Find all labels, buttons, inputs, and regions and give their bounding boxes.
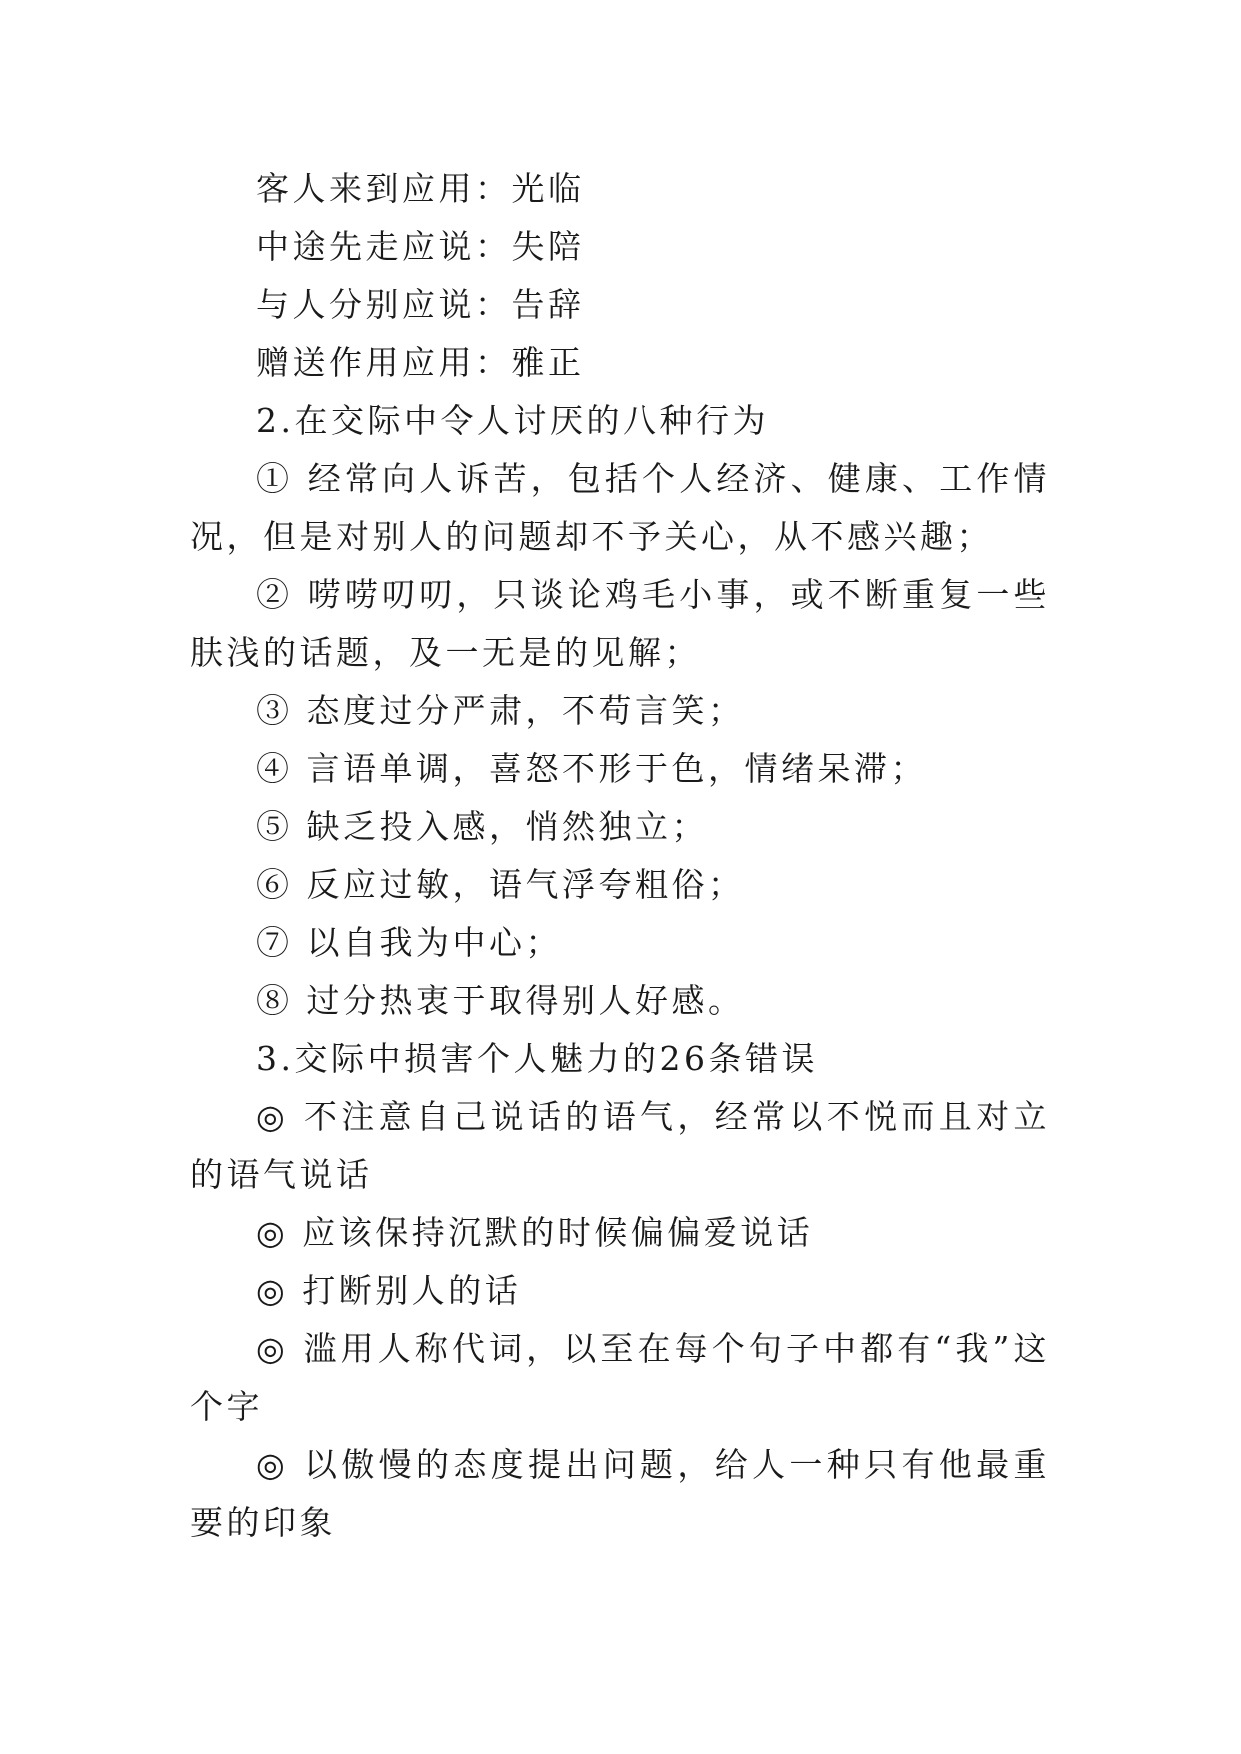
etiquette-line-yazheng: 赠送作用应用：雅正 (256, 343, 585, 382)
behavior-item-2: ② 唠唠叨叨，只谈论鸡毛小事，或不断重复一些肤浅的话题，及一无是的见解； (190, 575, 1050, 672)
behavior-item-6: ⑥ 反应过敏，语气浮夸粗俗； (256, 865, 745, 904)
behavior-item-4: ④ 言语单调，喜怒不形于色，情绪呆滞； (256, 749, 927, 788)
behavior-item-1: ① 经常向人诉苦，包括个人经济、健康、工作情况，但是对别人的问题却不予关心，从不感兴趣； (190, 459, 1050, 556)
mistake-item: ◎ 不注意自己说话的语气，经常以不悦而且对立的语气说话 (190, 1097, 1050, 1194)
section-heading-3: 3.交际中损害个人魅力的26条错误 (256, 1039, 818, 1078)
etiquette-line-gaoci: 与人分别应说：告辞 (256, 285, 585, 324)
behavior-item-7: ⑦ 以自我为中心； (256, 923, 562, 962)
etiquette-line-guanglin: 客人来到应用：光临 (256, 169, 585, 208)
mistake-item: ◎ 打断别人的话 (256, 1271, 522, 1310)
mistake-item: ◎ 以傲慢的态度提出问题，给人一种只有他最重要的印象 (190, 1445, 1050, 1542)
behavior-item-3: ③ 态度过分严肃，不苟言笑； (256, 691, 745, 730)
behavior-item-5: ⑤ 缺乏投入感，悄然独立； (256, 807, 708, 846)
behavior-item-8: ⑧ 过分热衷于取得别人好感。 (256, 981, 745, 1020)
etiquette-line-shipei: 中途先走应说：失陪 (256, 227, 585, 266)
section-heading-2: 2.在交际中令人讨厌的八种行为 (256, 401, 769, 440)
mistake-item: ◎ 滥用人称代词，以至在每个句子中都有“我”这个字 (190, 1329, 1050, 1426)
mistake-item: ◎ 应该保持沉默的时候偏偏爱说话 (256, 1213, 814, 1252)
document-body (190, 160, 1050, 1552)
